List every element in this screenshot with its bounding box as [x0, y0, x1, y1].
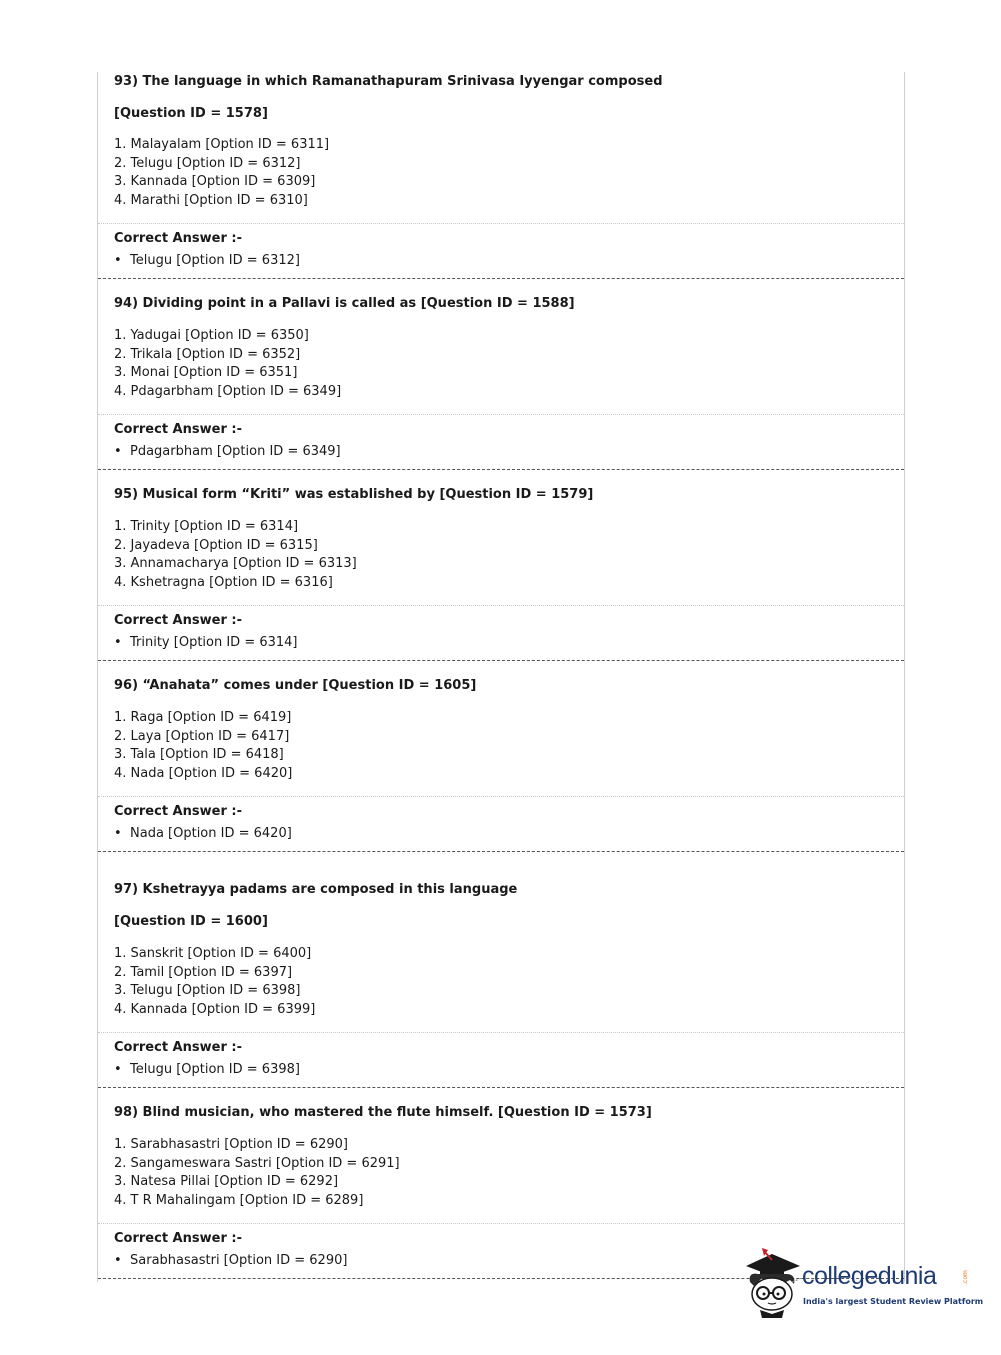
option-item: 1. Malayalam [Option ID = 6311] — [114, 137, 330, 152]
question-block — [98, 279, 904, 470]
option-item: 1. Trinity [Option ID = 6314] — [114, 519, 299, 534]
option-item: 1. Raga [Option ID = 6419] — [114, 710, 292, 725]
options-list — [114, 709, 292, 783]
option-item: 4. Nada [Option ID = 6420] — [114, 765, 293, 781]
correct-answer — [114, 1062, 300, 1077]
correct-answer-label: Correct Answer :- — [114, 1231, 242, 1246]
option-item: 2. Sangameswara Sastri [Option ID = 6291] — [114, 1155, 400, 1171]
option-item: 4. Marathi [Option ID = 6310] — [114, 192, 308, 208]
question-title: 98) Blind musician, who mastered the flute himself. [Question ID = 1573] — [114, 1105, 652, 1120]
option-item: 3. Tala [Option ID = 6418] — [114, 747, 284, 762]
question-title: 94) Dividing point in a Pallavi is called as [Question ID = 1588] — [114, 296, 575, 311]
option-item: 1. Sarabhasastri [Option ID = 6290] — [114, 1137, 348, 1152]
bullet-icon: • — [114, 1253, 122, 1268]
answer-section — [98, 1032, 904, 1088]
options-list — [114, 327, 341, 401]
question-title: 95) Musical form “Kriti” was established by [Question ID = 1579] — [114, 487, 594, 502]
question-title: 96) “Anahata” comes under [Question ID = 1605] — [114, 678, 477, 693]
question-block — [98, 72, 904, 279]
correct-answer-text: Telugu [Option ID = 6312] — [130, 253, 300, 268]
correct-answer — [114, 444, 341, 459]
correct-answer-label: Correct Answer :- — [114, 1040, 242, 1055]
logo-dotcom: .com — [961, 1270, 969, 1285]
question-sheet — [97, 72, 905, 1282]
logo-brand-text: collegedunia — [802, 1262, 937, 1290]
bullet-icon: • — [114, 253, 122, 268]
question-title: 93) The language in which Ramanathapuram Srinivasa Iyyengar composed — [114, 74, 663, 89]
correct-answer — [114, 635, 298, 650]
option-item: 4. Pdagarbham [Option ID = 6349] — [114, 383, 342, 399]
option-item: 2. Telugu [Option ID = 6312] — [114, 155, 301, 171]
correct-answer — [114, 253, 300, 268]
option-item: 1. Yadugai [Option ID = 6350] — [114, 328, 309, 343]
option-item: 2. Jayadeva [Option ID = 6315] — [114, 537, 318, 553]
question-block — [98, 470, 904, 661]
correct-answer-label: Correct Answer :- — [114, 231, 242, 246]
option-item: 2. Trikala [Option ID = 6352] — [114, 346, 301, 362]
answer-section — [98, 414, 904, 470]
option-item: 3. Monai [Option ID = 6351] — [114, 365, 298, 380]
bullet-icon: • — [114, 1062, 122, 1077]
option-item: 4. Kannada [Option ID = 6399] — [114, 1001, 316, 1017]
bullet-icon: • — [114, 635, 122, 650]
correct-answer-text: Trinity [Option ID = 6314] — [130, 635, 298, 650]
correct-answer-label: Correct Answer :- — [114, 422, 242, 437]
bullet-icon: • — [114, 826, 122, 841]
question-block — [98, 661, 904, 852]
option-item: 3. Annamacharya [Option ID = 6313] — [114, 556, 357, 571]
answer-section — [98, 223, 904, 279]
option-item: 3. Telugu [Option ID = 6398] — [114, 983, 301, 998]
question-id: [Question ID = 1600] — [114, 914, 268, 929]
correct-answer-label: Correct Answer :- — [114, 804, 242, 819]
option-item: 2. Laya [Option ID = 6417] — [114, 728, 290, 744]
correct-answer-text: Nada [Option ID = 6420] — [130, 826, 292, 841]
options-list — [114, 518, 357, 592]
collegedunia-logo[interactable] — [742, 1248, 982, 1320]
correct-answer — [114, 1253, 347, 1268]
correct-answer — [114, 826, 292, 841]
option-item: 4. T R Mahalingam [Option ID = 6289] — [114, 1192, 364, 1208]
question-id: [Question ID = 1578] — [114, 106, 268, 121]
answer-section — [98, 796, 904, 852]
answer-section — [98, 605, 904, 661]
option-item: 3. Natesa Pillai [Option ID = 6292] — [114, 1174, 339, 1189]
options-list — [114, 136, 329, 210]
options-list — [114, 945, 315, 1019]
question-block — [98, 852, 904, 1088]
option-item: 4. Kshetragna [Option ID = 6316] — [114, 574, 333, 590]
option-item: 3. Kannada [Option ID = 6309] — [114, 174, 316, 189]
logo-tagline: India's largest Student Review Platform — [803, 1297, 984, 1306]
bullet-icon: • — [114, 444, 122, 459]
correct-answer-label: Correct Answer :- — [114, 613, 242, 628]
option-item: 2. Tamil [Option ID = 6397] — [114, 964, 293, 980]
correct-answer-text: Pdagarbham [Option ID = 6349] — [130, 444, 341, 459]
correct-answer-text: Sarabhasastri [Option ID = 6290] — [130, 1253, 348, 1268]
correct-answer-text: Telugu [Option ID = 6398] — [130, 1062, 300, 1077]
option-item: 1. Sanskrit [Option ID = 6400] — [114, 946, 312, 961]
question-title: 97) Kshetrayya padams are composed in this language — [114, 882, 518, 897]
options-list — [114, 1136, 400, 1210]
mascot-icon — [742, 1248, 806, 1320]
